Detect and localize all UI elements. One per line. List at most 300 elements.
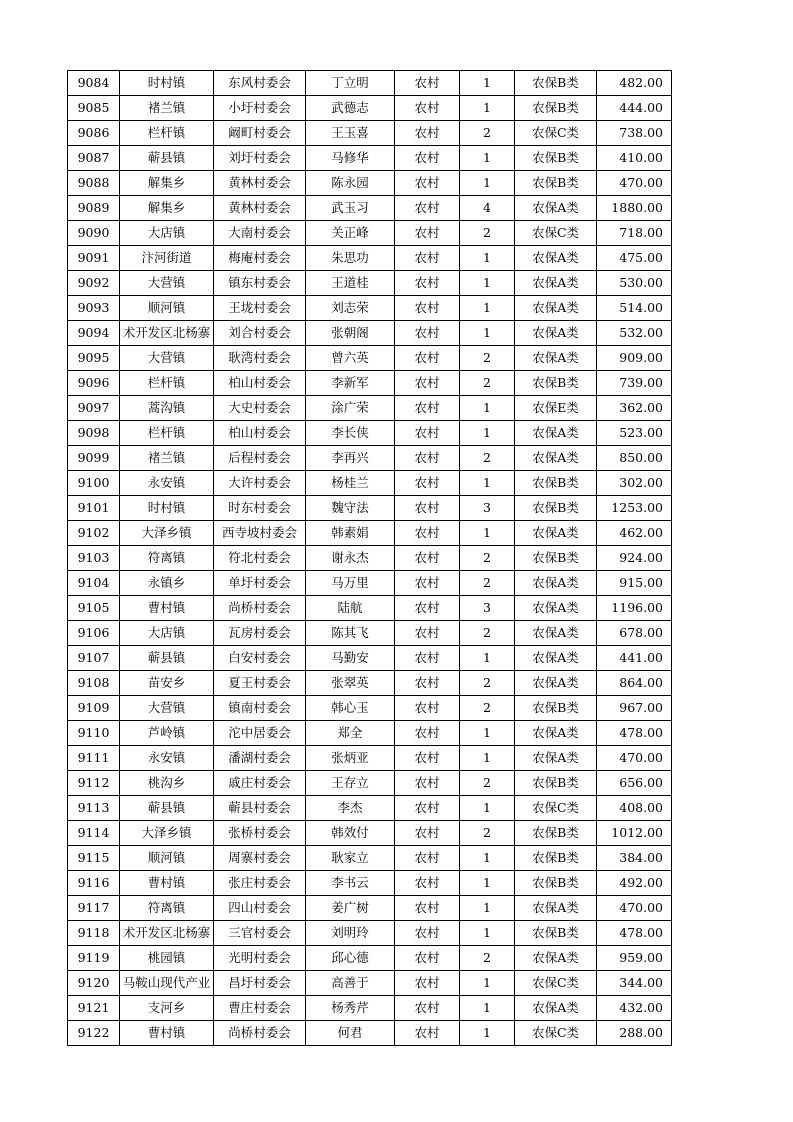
amount-cell: 532.00: [597, 321, 672, 346]
insurance-category-cell: 农保A类: [515, 571, 597, 596]
household-count-cell: 1: [460, 421, 515, 446]
village-committee-cell: 潘湖村委会: [214, 746, 306, 771]
table-row: [68, 121, 672, 146]
village-committee-cell: 后程村委会: [214, 446, 306, 471]
insurance-category-cell: 农保B类: [515, 821, 597, 846]
amount-cell: 1880.00: [597, 196, 672, 221]
table-row: [68, 371, 672, 396]
amount-cell: 444.00: [597, 96, 672, 121]
person-name-cell: 陈其飞: [306, 621, 395, 646]
town-cell: 栏杆镇: [120, 421, 214, 446]
village-committee-cell: 沱中居委会: [214, 721, 306, 746]
household-count-cell: 1: [460, 271, 515, 296]
table-row: [68, 71, 672, 96]
row-number-cell: 9122: [68, 1021, 120, 1046]
table-row: [68, 571, 672, 596]
insurance-category-cell: 农保B类: [515, 471, 597, 496]
insurance-category-cell: 农保A类: [515, 421, 597, 446]
row-number-cell: 9111: [68, 746, 120, 771]
residence-type-cell: 农村: [395, 846, 460, 871]
village-committee-cell: 刘合村委会: [214, 321, 306, 346]
insurance-category-cell: 农保B类: [515, 71, 597, 96]
town-cell: 时村镇: [120, 496, 214, 521]
residence-type-cell: 农村: [395, 121, 460, 146]
village-committee-cell: 夏王村委会: [214, 671, 306, 696]
residence-type-cell: 农村: [395, 421, 460, 446]
residence-type-cell: 农村: [395, 996, 460, 1021]
residence-type-cell: 农村: [395, 896, 460, 921]
town-cell: 永镇乡: [120, 571, 214, 596]
village-committee-cell: 曹庄村委会: [214, 996, 306, 1021]
row-number-cell: 9104: [68, 571, 120, 596]
household-count-cell: 2: [460, 671, 515, 696]
insurance-category-cell: 农保C类: [515, 1021, 597, 1046]
town-cell: 永安镇: [120, 471, 214, 496]
household-count-cell: 1: [460, 996, 515, 1021]
amount-cell: 656.00: [597, 771, 672, 796]
town-cell: 栏杆镇: [120, 371, 214, 396]
town-cell: 时村镇: [120, 71, 214, 96]
row-number-cell: 9103: [68, 546, 120, 571]
table-row: [68, 946, 672, 971]
town-cell: 支河乡: [120, 996, 214, 1021]
insurance-category-cell: 农保B类: [515, 146, 597, 171]
table-row: [68, 971, 672, 996]
amount-cell: 362.00: [597, 396, 672, 421]
town-cell: 大营镇: [120, 271, 214, 296]
village-committee-cell: 四山村委会: [214, 896, 306, 921]
row-number-cell: 9112: [68, 771, 120, 796]
household-count-cell: 1: [460, 396, 515, 421]
insurance-category-cell: 农保A类: [515, 996, 597, 1021]
person-name-cell: 李杰: [306, 796, 395, 821]
residence-type-cell: 农村: [395, 646, 460, 671]
village-committee-cell: 柏山村委会: [214, 421, 306, 446]
person-name-cell: 李再兴: [306, 446, 395, 471]
amount-cell: 924.00: [597, 546, 672, 571]
table-row: [68, 96, 672, 121]
insurance-category-cell: 农保A类: [515, 896, 597, 921]
town-cell: 蕲县镇: [120, 646, 214, 671]
household-count-cell: 2: [460, 346, 515, 371]
amount-cell: 302.00: [597, 471, 672, 496]
household-count-cell: 2: [460, 771, 515, 796]
residence-type-cell: 农村: [395, 271, 460, 296]
town-cell: 苗安乡: [120, 671, 214, 696]
row-number-cell: 9084: [68, 71, 120, 96]
insurance-category-cell: 农保B类: [515, 96, 597, 121]
row-number-cell: 9086: [68, 121, 120, 146]
residence-type-cell: 农村: [395, 171, 460, 196]
village-committee-cell: 时东村委会: [214, 496, 306, 521]
amount-cell: 441.00: [597, 646, 672, 671]
amount-cell: 478.00: [597, 721, 672, 746]
person-name-cell: 陈永园: [306, 171, 395, 196]
residence-type-cell: 农村: [395, 296, 460, 321]
town-cell: 术开发区北杨寨: [120, 321, 214, 346]
table-row: [68, 521, 672, 546]
household-count-cell: 2: [460, 546, 515, 571]
person-name-cell: 邱心德: [306, 946, 395, 971]
amount-cell: 738.00: [597, 121, 672, 146]
residence-type-cell: 农村: [395, 521, 460, 546]
village-committee-cell: 白安村委会: [214, 646, 306, 671]
household-count-cell: 1: [460, 871, 515, 896]
table-row: [68, 871, 672, 896]
row-number-cell: 9087: [68, 146, 120, 171]
household-count-cell: 2: [460, 571, 515, 596]
table-row: [68, 271, 672, 296]
person-name-cell: 王道桂: [306, 271, 395, 296]
table-row: [68, 221, 672, 246]
town-cell: 大泽乡镇: [120, 821, 214, 846]
village-committee-cell: 大许村委会: [214, 471, 306, 496]
amount-cell: 909.00: [597, 346, 672, 371]
person-name-cell: 韩素娟: [306, 521, 395, 546]
household-count-cell: 2: [460, 221, 515, 246]
row-number-cell: 9096: [68, 371, 120, 396]
table-row: [68, 446, 672, 471]
village-committee-cell: 张庄村委会: [214, 871, 306, 896]
person-name-cell: 韩效付: [306, 821, 395, 846]
village-committee-cell: 大南村委会: [214, 221, 306, 246]
amount-cell: 475.00: [597, 246, 672, 271]
amount-cell: 408.00: [597, 796, 672, 821]
residence-type-cell: 农村: [395, 1021, 460, 1046]
residence-type-cell: 农村: [395, 596, 460, 621]
person-name-cell: 高善于: [306, 971, 395, 996]
person-name-cell: 郑全: [306, 721, 395, 746]
table-row: [68, 396, 672, 421]
household-count-cell: 1: [460, 721, 515, 746]
town-cell: 栏杆镇: [120, 121, 214, 146]
table-row: [68, 321, 672, 346]
roster-table: [67, 70, 672, 1046]
town-cell: 大店镇: [120, 221, 214, 246]
row-number-cell: 9120: [68, 971, 120, 996]
row-number-cell: 9091: [68, 246, 120, 271]
town-cell: 大营镇: [120, 696, 214, 721]
person-name-cell: 韩心玉: [306, 696, 395, 721]
insurance-category-cell: 农保B类: [515, 371, 597, 396]
village-committee-cell: 戚庄村委会: [214, 771, 306, 796]
amount-cell: 470.00: [597, 746, 672, 771]
village-committee-cell: 东风村委会: [214, 71, 306, 96]
insurance-category-cell: 农保A类: [515, 296, 597, 321]
amount-cell: 850.00: [597, 446, 672, 471]
town-cell: 褚兰镇: [120, 96, 214, 121]
residence-type-cell: 农村: [395, 721, 460, 746]
town-cell: 蒿沟镇: [120, 396, 214, 421]
amount-cell: 864.00: [597, 671, 672, 696]
insurance-category-cell: 农保A类: [515, 646, 597, 671]
residence-type-cell: 农村: [395, 146, 460, 171]
village-committee-cell: 单圩村委会: [214, 571, 306, 596]
village-committee-cell: 黄林村委会: [214, 196, 306, 221]
insurance-category-cell: 农保B类: [515, 546, 597, 571]
row-number-cell: 9119: [68, 946, 120, 971]
row-number-cell: 9085: [68, 96, 120, 121]
household-count-cell: 2: [460, 946, 515, 971]
town-cell: 曹村镇: [120, 596, 214, 621]
insurance-category-cell: 农保A类: [515, 246, 597, 271]
amount-cell: 462.00: [597, 521, 672, 546]
person-name-cell: 谢永杰: [306, 546, 395, 571]
person-name-cell: 涂广荣: [306, 396, 395, 421]
row-number-cell: 9109: [68, 696, 120, 721]
person-name-cell: 张炳亚: [306, 746, 395, 771]
insurance-category-cell: 农保A类: [515, 346, 597, 371]
household-count-cell: 2: [460, 821, 515, 846]
person-name-cell: 李书云: [306, 871, 395, 896]
amount-cell: 344.00: [597, 971, 672, 996]
town-cell: 马鞍山现代产业: [120, 971, 214, 996]
residence-type-cell: 农村: [395, 821, 460, 846]
insurance-category-cell: 农保A类: [515, 321, 597, 346]
household-count-cell: 1: [460, 971, 515, 996]
person-name-cell: 杨桂兰: [306, 471, 395, 496]
table-row: [68, 246, 672, 271]
row-number-cell: 9107: [68, 646, 120, 671]
person-name-cell: 朱思功: [306, 246, 395, 271]
insurance-category-cell: 农保C类: [515, 221, 597, 246]
residence-type-cell: 农村: [395, 446, 460, 471]
town-cell: 符离镇: [120, 546, 214, 571]
residence-type-cell: 农村: [395, 346, 460, 371]
row-number-cell: 9100: [68, 471, 120, 496]
residence-type-cell: 农村: [395, 221, 460, 246]
person-name-cell: 曾六英: [306, 346, 395, 371]
insurance-category-cell: 农保A类: [515, 671, 597, 696]
household-count-cell: 1: [460, 71, 515, 96]
insurance-category-cell: 农保B类: [515, 921, 597, 946]
residence-type-cell: 农村: [395, 396, 460, 421]
town-cell: 曹村镇: [120, 1021, 214, 1046]
insurance-category-cell: 农保A类: [515, 521, 597, 546]
insurance-category-cell: 农保B类: [515, 871, 597, 896]
amount-cell: 470.00: [597, 896, 672, 921]
roster-body: [68, 71, 672, 1046]
table-row: [68, 421, 672, 446]
residence-type-cell: 农村: [395, 246, 460, 271]
household-count-cell: 3: [460, 596, 515, 621]
row-number-cell: 9110: [68, 721, 120, 746]
village-committee-cell: 符北村委会: [214, 546, 306, 571]
row-number-cell: 9101: [68, 496, 120, 521]
amount-cell: 492.00: [597, 871, 672, 896]
town-cell: 蕲县镇: [120, 146, 214, 171]
village-committee-cell: 张桥村委会: [214, 821, 306, 846]
residence-type-cell: 农村: [395, 371, 460, 396]
table-row: [68, 346, 672, 371]
table-row: [68, 921, 672, 946]
person-name-cell: 魏守法: [306, 496, 395, 521]
village-committee-cell: 瓦房村委会: [214, 621, 306, 646]
row-number-cell: 9099: [68, 446, 120, 471]
household-count-cell: 1: [460, 746, 515, 771]
person-name-cell: 马勤安: [306, 646, 395, 671]
village-committee-cell: 三官村委会: [214, 921, 306, 946]
table-row: [68, 796, 672, 821]
table-row: [68, 846, 672, 871]
table-row: [68, 821, 672, 846]
household-count-cell: 1: [460, 646, 515, 671]
village-committee-cell: 耿湾村委会: [214, 346, 306, 371]
row-number-cell: 9090: [68, 221, 120, 246]
amount-cell: 967.00: [597, 696, 672, 721]
residence-type-cell: 农村: [395, 921, 460, 946]
person-name-cell: 刘明玲: [306, 921, 395, 946]
row-number-cell: 9102: [68, 521, 120, 546]
insurance-category-cell: 农保A类: [515, 271, 597, 296]
person-name-cell: 张朝阁: [306, 321, 395, 346]
row-number-cell: 9098: [68, 421, 120, 446]
row-number-cell: 9115: [68, 846, 120, 871]
table-row: [68, 646, 672, 671]
insurance-category-cell: 农保A类: [515, 746, 597, 771]
person-name-cell: 武德志: [306, 96, 395, 121]
household-count-cell: 2: [460, 621, 515, 646]
person-name-cell: 陆航: [306, 596, 395, 621]
insurance-category-cell: 农保A类: [515, 621, 597, 646]
table-row: [68, 146, 672, 171]
amount-cell: 1012.00: [597, 821, 672, 846]
village-committee-cell: 光明村委会: [214, 946, 306, 971]
person-name-cell: 丁立明: [306, 71, 395, 96]
residence-type-cell: 农村: [395, 796, 460, 821]
table-row: [68, 196, 672, 221]
row-number-cell: 9116: [68, 871, 120, 896]
village-committee-cell: 大史村委会: [214, 396, 306, 421]
table-row: [68, 996, 672, 1021]
amount-cell: 482.00: [597, 71, 672, 96]
village-committee-cell: 西寺坡村委会: [214, 521, 306, 546]
town-cell: 蕲县镇: [120, 796, 214, 821]
residence-type-cell: 农村: [395, 571, 460, 596]
town-cell: 顺河镇: [120, 296, 214, 321]
table-row: [68, 171, 672, 196]
residence-type-cell: 农村: [395, 621, 460, 646]
insurance-category-cell: 农保B类: [515, 496, 597, 521]
household-count-cell: 1: [460, 471, 515, 496]
amount-cell: 1253.00: [597, 496, 672, 521]
household-count-cell: 1: [460, 321, 515, 346]
table-row: [68, 296, 672, 321]
insurance-category-cell: 农保A类: [515, 596, 597, 621]
amount-cell: 384.00: [597, 846, 672, 871]
amount-cell: 288.00: [597, 1021, 672, 1046]
household-count-cell: 2: [460, 371, 515, 396]
residence-type-cell: 农村: [395, 871, 460, 896]
village-committee-cell: 黄林村委会: [214, 171, 306, 196]
household-count-cell: 2: [460, 446, 515, 471]
village-committee-cell: 蕲县村委会: [214, 796, 306, 821]
row-number-cell: 9108: [68, 671, 120, 696]
row-number-cell: 9114: [68, 821, 120, 846]
household-count-cell: 1: [460, 296, 515, 321]
residence-type-cell: 农村: [395, 496, 460, 521]
town-cell: 大营镇: [120, 346, 214, 371]
person-name-cell: 杨秀芹: [306, 996, 395, 1021]
row-number-cell: 9093: [68, 296, 120, 321]
residence-type-cell: 农村: [395, 471, 460, 496]
amount-cell: 915.00: [597, 571, 672, 596]
person-name-cell: 张翠英: [306, 671, 395, 696]
town-cell: 解集乡: [120, 196, 214, 221]
town-cell: 符离镇: [120, 896, 214, 921]
amount-cell: 432.00: [597, 996, 672, 1021]
household-count-cell: 1: [460, 796, 515, 821]
town-cell: 大泽乡镇: [120, 521, 214, 546]
insurance-category-cell: 农保B类: [515, 696, 597, 721]
insurance-category-cell: 农保B类: [515, 171, 597, 196]
table-row: [68, 746, 672, 771]
village-committee-cell: 梅庵村委会: [214, 246, 306, 271]
insurance-category-cell: 农保C类: [515, 796, 597, 821]
household-count-cell: 1: [460, 246, 515, 271]
insurance-category-cell: 农保B类: [515, 771, 597, 796]
person-name-cell: 武玉习: [306, 196, 395, 221]
table-row: [68, 671, 672, 696]
amount-cell: 678.00: [597, 621, 672, 646]
amount-cell: 718.00: [597, 221, 672, 246]
table-row: [68, 546, 672, 571]
person-name-cell: 刘志荣: [306, 296, 395, 321]
table-row: [68, 596, 672, 621]
household-count-cell: 1: [460, 521, 515, 546]
village-committee-cell: 柏山村委会: [214, 371, 306, 396]
residence-type-cell: 农村: [395, 96, 460, 121]
town-cell: 桃园镇: [120, 946, 214, 971]
row-number-cell: 9106: [68, 621, 120, 646]
person-name-cell: 李新军: [306, 371, 395, 396]
table-row: [68, 696, 672, 721]
table-row: [68, 771, 672, 796]
person-name-cell: 耿家立: [306, 846, 395, 871]
row-number-cell: 9095: [68, 346, 120, 371]
residence-type-cell: 农村: [395, 71, 460, 96]
residence-type-cell: 农村: [395, 321, 460, 346]
town-cell: 永安镇: [120, 746, 214, 771]
residence-type-cell: 农村: [395, 671, 460, 696]
residence-type-cell: 农村: [395, 196, 460, 221]
table-row: [68, 721, 672, 746]
household-count-cell: 1: [460, 846, 515, 871]
household-count-cell: 2: [460, 696, 515, 721]
row-number-cell: 9117: [68, 896, 120, 921]
amount-cell: 410.00: [597, 146, 672, 171]
amount-cell: 1196.00: [597, 596, 672, 621]
household-count-cell: 1: [460, 146, 515, 171]
insurance-category-cell: 农保A类: [515, 446, 597, 471]
row-number-cell: 9113: [68, 796, 120, 821]
village-committee-cell: 镇南村委会: [214, 696, 306, 721]
row-number-cell: 9094: [68, 321, 120, 346]
person-name-cell: 关正峰: [306, 221, 395, 246]
person-name-cell: 李长侠: [306, 421, 395, 446]
village-committee-cell: 镇东村委会: [214, 271, 306, 296]
amount-cell: 523.00: [597, 421, 672, 446]
person-name-cell: 何君: [306, 1021, 395, 1046]
town-cell: 芦岭镇: [120, 721, 214, 746]
household-count-cell: 4: [460, 196, 515, 221]
insurance-category-cell: 农保C类: [515, 121, 597, 146]
row-number-cell: 9097: [68, 396, 120, 421]
row-number-cell: 9092: [68, 271, 120, 296]
town-cell: 解集乡: [120, 171, 214, 196]
insurance-category-cell: 农保B类: [515, 846, 597, 871]
table-row: [68, 896, 672, 921]
